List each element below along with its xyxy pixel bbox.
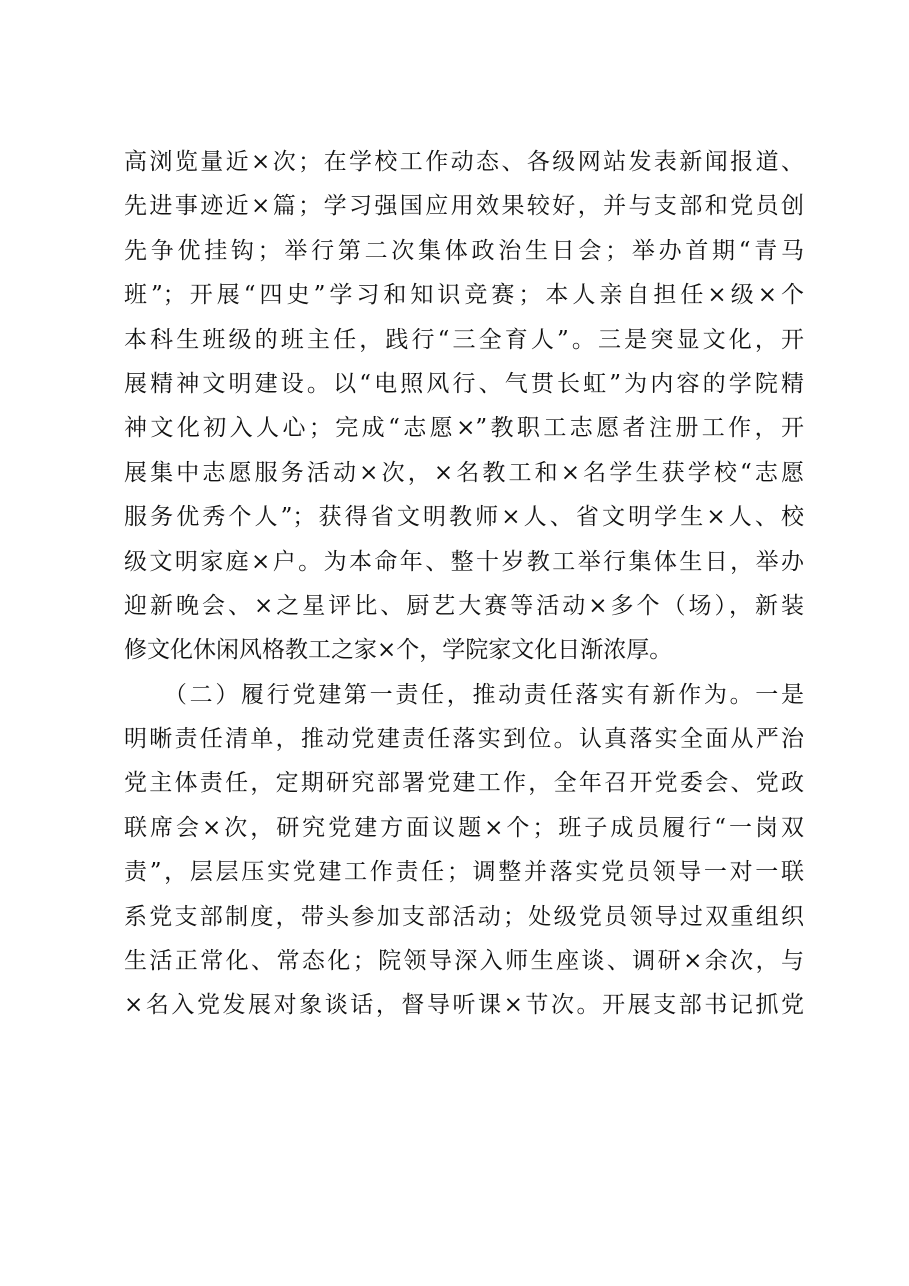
text-line: 迎新晚会、×之星评比、厨艺大赛等活动×多个（场），新装 [124, 592, 804, 619]
text-line: 服务优秀个人”；获得省文明教师×人、省文明学生×人、校 [124, 504, 804, 531]
paragraph-end-line: 修文化休闲风格教工之家×个，学院家文化日渐浓厚。 [124, 637, 673, 664]
text-line: 展精神文明建设。以“电照风行、气贯长虹”为内容的学院精 [124, 370, 804, 397]
text-line: 先进事迹近×篇；学习强国应用效果较好，并与支部和党员创 [124, 193, 804, 220]
text-line: 明晰责任清单，推动党建责任落实到位。认真落实全面从严治 [124, 726, 804, 753]
text-line: 先争优挂钩；举行第二次集体政治生日会；举办首期“青马 [124, 237, 804, 264]
text-line: 生活正常化、常态化；院领导深入师生座谈、调研×余次，与 [124, 948, 804, 975]
text-line: 神文化初入人心；完成“志愿×”教职工志愿者注册工作，开 [124, 415, 804, 442]
text-line: 本科生班级的班主任，践行“三全育人”。三是突显文化，开 [124, 326, 804, 353]
body-text [124, 140, 804, 1028]
text-line: ×名入党发展对象谈话，督导听课×节次。开展支部书记抓党 [124, 992, 804, 1019]
text-line: 高浏览量近×次；在学校工作动态、各级网站发表新闻报道、 [124, 149, 804, 175]
text-line: 班”；开展“四史”学习和知识竞赛；本人亲自担任×级×个 [124, 282, 804, 309]
text-line: 党主体责任，定期研究部署党建工作，全年召开党委会、党政 [124, 770, 804, 797]
text-line: 级文明家庭×户。为本命年、整十岁教工举行集体生日，举办 [124, 548, 804, 575]
text-line: 责”，层层压实党建工作责任；调整并落实党员领导一对一联 [124, 859, 804, 886]
section-heading-line: （二）履行党建第一责任，推动责任落实有新作为。一是 [124, 681, 804, 708]
text-line: 联席会×次，研究党建方面议题×个；班子成员履行“一岗双 [124, 814, 804, 841]
text-line: 展集中志愿服务活动×次，×名教工和×名学生获学校“志愿 [124, 459, 804, 486]
text-line: 系党支部制度，带头参加支部活动；处级党员领导过双重组织 [124, 903, 804, 930]
